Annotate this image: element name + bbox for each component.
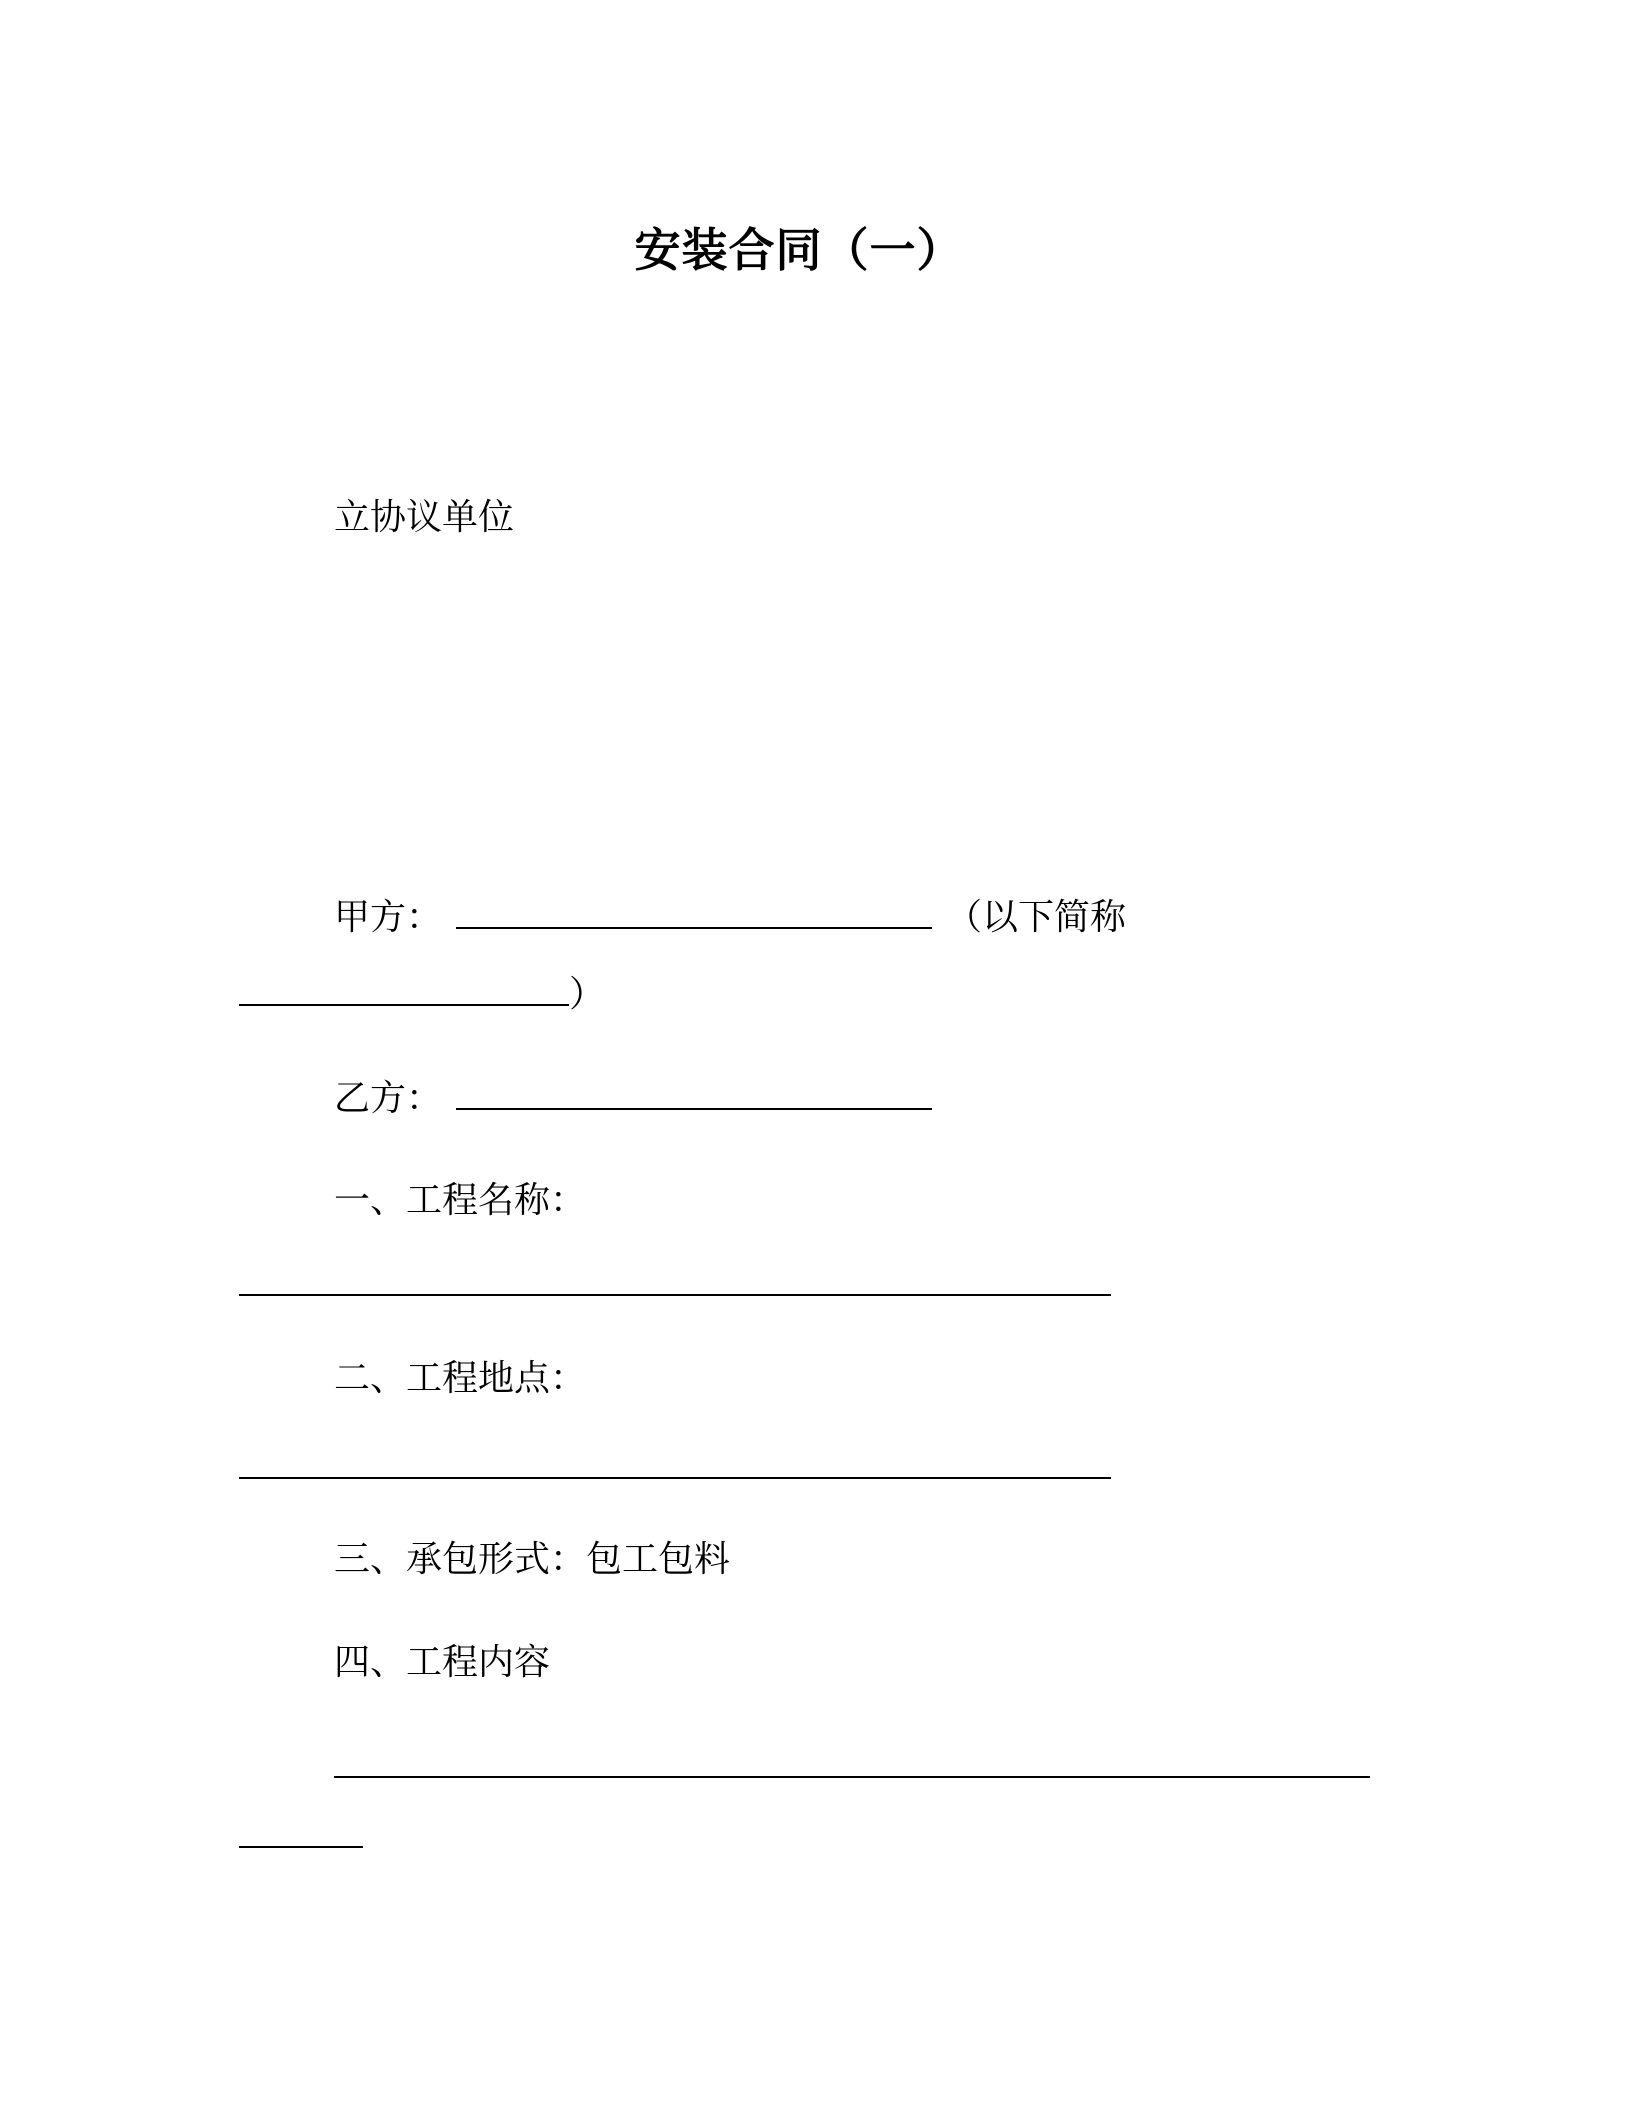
- section-2-label: 二、工程地点：: [334, 1358, 587, 1399]
- party-a-abbrev-line: [239, 970, 605, 1019]
- party-a-name-blank: [456, 893, 932, 929]
- section-1-label: 一、工程名称：: [334, 1180, 587, 1221]
- section-4-label: 四、工程内容: [334, 1642, 551, 1683]
- document-title: 安装合同（一）: [634, 223, 964, 277]
- intro-label: 立协议单位: [334, 497, 515, 538]
- party-a-abbrev-open: （以下简称: [946, 897, 1127, 938]
- party-a-line: [334, 893, 1126, 942]
- party-b-line: [334, 1074, 932, 1123]
- section-3-label: 三、承包形式：包工包料: [334, 1539, 731, 1580]
- party-a-label: 甲方：: [334, 897, 443, 938]
- party-a-abbrev-close: ）: [569, 974, 606, 1015]
- section-2-blank-line: [239, 1443, 1111, 1492]
- section-4-blank-2: [239, 1812, 363, 1848]
- section-1-blank-line: [239, 1260, 1111, 1309]
- section-4-blank-line-1: [334, 1742, 1370, 1791]
- party-a-abbrev-blank: [239, 970, 569, 1006]
- section-4-blank-1: [334, 1742, 1370, 1778]
- party-b-label: 乙方：: [334, 1078, 443, 1119]
- party-b-name-blank: [456, 1074, 932, 1110]
- section-1-blank: [239, 1260, 1111, 1296]
- section-4-blank-line-2: [239, 1812, 363, 1861]
- section-2-blank: [239, 1443, 1111, 1479]
